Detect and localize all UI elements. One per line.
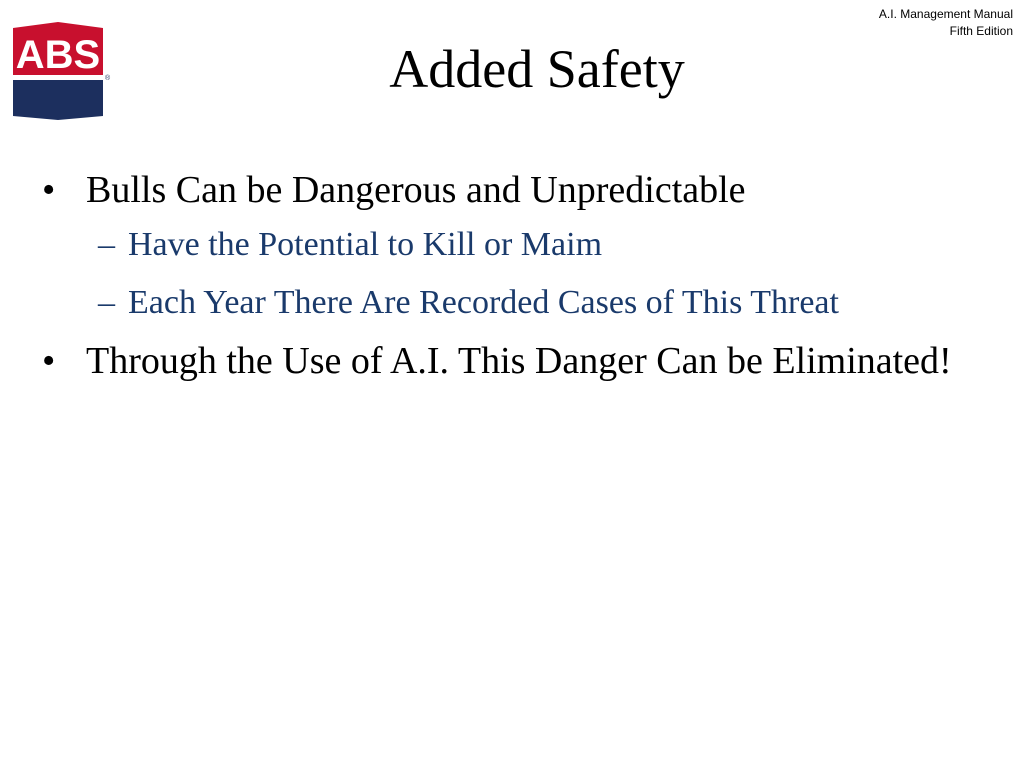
header-corner: [879, 6, 1013, 40]
bullet-text: Through the Use of A.I. This Danger Can be Eliminated!: [86, 340, 952, 382]
bullet-mark: •: [42, 169, 56, 211]
bullet-text: Bulls Can be Dangerous and Unpredictable: [86, 169, 746, 211]
dash-mark: –: [98, 284, 115, 321]
subitem: [98, 281, 1000, 325]
bullet-mark: •: [42, 340, 56, 382]
edition-label: Fifth Edition: [949, 24, 1013, 38]
manual-title: A.I. Management Manual: [878, 7, 1013, 21]
slide-title: Added Safety: [389, 39, 685, 99]
dash-mark: –: [98, 226, 115, 263]
subitem: [98, 223, 1000, 267]
subitem-text: Have the Potential to Kill or Maim: [128, 226, 603, 263]
subitem-text: Each Year There Are Recorded Cases of This Threat: [128, 284, 839, 321]
bullet-item: [40, 164, 1000, 217]
registered-mark: ®: [105, 75, 111, 82]
logo-text: ABS: [15, 33, 101, 77]
subitem-list: [40, 223, 1000, 325]
bullet-item: [40, 335, 1000, 388]
slide-content: [40, 164, 1000, 388]
